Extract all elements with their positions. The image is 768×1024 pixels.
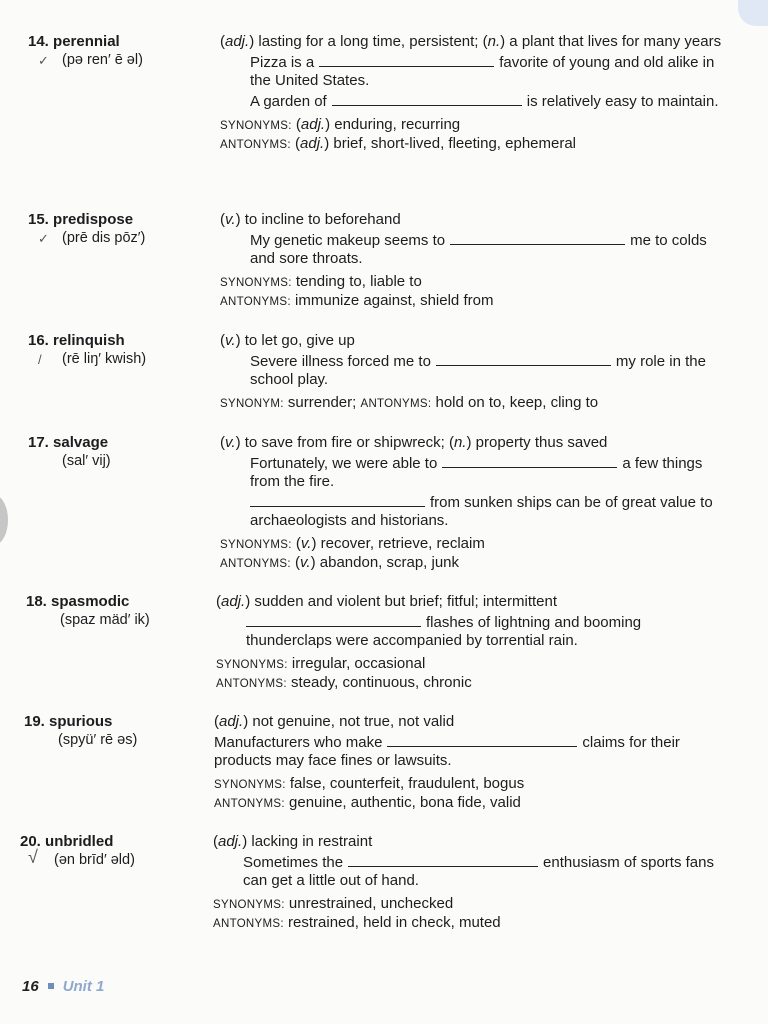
example-sentence: My genetic makeup seems to me to colds and sore throats.: [250, 232, 707, 267]
pronunciation: (spyü′ rē əs): [58, 732, 138, 748]
definition: (v.) to save from fire or shipwreck; (n.) property thus saved: [220, 434, 608, 451]
antonyms-line: ANTONYMS: immunize against, shield from: [220, 292, 494, 309]
antonyms-line: ANTONYMS: (v.) abandon, scrap, junk: [220, 554, 460, 571]
headword: perennial: [53, 33, 120, 50]
pronunciation: (sal′ vij): [62, 453, 111, 469]
pronunciation: (spaz mäd′ ik): [60, 612, 150, 628]
example-sentence: Severe illness forced me to my role in the school play.: [250, 353, 706, 388]
example-sentence: A garden of is relatively easy to maintain.: [250, 93, 719, 110]
headword: predispose: [53, 211, 134, 228]
entry-body: [220, 434, 730, 573]
headword: unbridled: [45, 833, 114, 850]
entry-head: [26, 593, 211, 629]
definition: (adj.) not genuine, not true, not valid: [214, 713, 455, 730]
entry-number: 14.: [28, 33, 49, 50]
definition: (adj.) lasting for a long time, persistent; (n.) a plant that lives for many years: [220, 33, 722, 50]
binding-shadow: [0, 495, 8, 545]
pronunciation: (pə ren′ ē əl): [62, 52, 143, 68]
synonyms-line: SYNONYMS: unrestrained, unchecked: [213, 895, 454, 912]
example-sentence: flashes of lightning and booming thunderclaps were accompanied by torrential rain.: [246, 614, 642, 649]
answer-blank[interactable]: [348, 865, 538, 867]
antonyms-line: ANTONYMS: (adj.) brief, short-lived, fleeting, ephemeral: [220, 135, 577, 152]
entry-head: [24, 713, 209, 749]
square-bullet-icon: [48, 983, 54, 989]
pronunciation: (prē dis pōz′): [62, 230, 146, 246]
definition: (adj.) sudden and violent but brief; fitful; intermittent: [216, 593, 558, 610]
entry-number: 18.: [26, 593, 47, 610]
page-number: 16: [22, 978, 39, 995]
entry-head: [28, 33, 213, 69]
entry-head: [20, 833, 205, 869]
answer-blank[interactable]: [332, 104, 522, 106]
answer-blank[interactable]: [387, 745, 577, 747]
entry-head: [28, 332, 213, 368]
example-sentence: Pizza is a favorite of young and old alike in the United States.: [250, 54, 715, 89]
page-corner-tab: [738, 0, 768, 26]
synonym-antonyms-line: SYNONYM: surrender; ANTONYMS: hold on to, keep, cling to: [220, 394, 599, 411]
headword: spasmodic: [51, 593, 130, 610]
definition: (v.) to let go, give up: [220, 332, 355, 349]
answer-blank[interactable]: [250, 505, 425, 507]
example-sentence: Sometimes the enthusiasm of sports fans can get a little out of hand.: [243, 854, 714, 889]
entry-number: 19.: [24, 713, 45, 730]
entry-body: [220, 211, 730, 311]
checkmark-icon: √: [28, 847, 38, 867]
headword: salvage: [53, 434, 109, 451]
answer-blank[interactable]: [450, 243, 625, 245]
checkmark-icon: ✓: [38, 53, 49, 68]
entry-body: [220, 33, 730, 154]
synonyms-line: SYNONYMS: tending to, liable to: [220, 273, 422, 290]
antonyms-line: ANTONYMS: restrained, held in check, muted: [213, 914, 501, 931]
synonyms-line: SYNONYMS: irregular, occasional: [216, 655, 426, 672]
synonyms-line: SYNONYMS: false, counterfeit, fraudulent, bogus: [214, 775, 525, 792]
synonyms-line: SYNONYMS: (v.) recover, retrieve, reclaim: [220, 535, 485, 552]
answer-blank[interactable]: [436, 364, 611, 366]
page-footer: [22, 978, 104, 995]
entry-number: 16.: [28, 332, 49, 349]
entry-head: [28, 211, 213, 247]
pronunciation: (ən brīd′ əld): [54, 852, 135, 868]
unit-label: Unit 1: [62, 978, 105, 995]
example-sentence: Fortunately, we were able to a few things from the fire.: [250, 455, 703, 490]
entry-body: [220, 332, 730, 413]
pronunciation: (rē liŋ′ kwish): [62, 351, 147, 367]
definition: (v.) to incline to beforehand: [220, 211, 401, 228]
checkmark-icon: ✓: [38, 231, 49, 246]
answer-blank[interactable]: [319, 65, 494, 67]
entry-number: 17.: [28, 434, 49, 451]
entry-number: 15.: [28, 211, 49, 228]
antonyms-line: ANTONYMS: genuine, authentic, bona fide, valid: [214, 794, 521, 811]
headword: spurious: [49, 713, 113, 730]
headword: relinquish: [53, 332, 125, 349]
checkmark-icon: /: [38, 352, 42, 367]
answer-blank[interactable]: [442, 466, 617, 468]
synonyms-line: SYNONYMS: (adj.) enduring, recurring: [220, 116, 461, 133]
entry-body: [214, 713, 724, 813]
example-sentence: from sunken ships can be of great value to archaeologists and historians.: [250, 494, 713, 529]
entry-number: 20.: [20, 833, 41, 850]
entry-head: [28, 434, 213, 470]
example-sentence: Manufacturers who make claims for their products may face fines or lawsuits.: [214, 734, 680, 769]
answer-blank[interactable]: [246, 625, 421, 627]
antonyms-line: ANTONYMS: steady, continuous, chronic: [216, 674, 472, 691]
definition: (adj.) lacking in restraint: [213, 833, 373, 850]
entry-body: [216, 593, 726, 693]
entry-body: [213, 833, 723, 933]
